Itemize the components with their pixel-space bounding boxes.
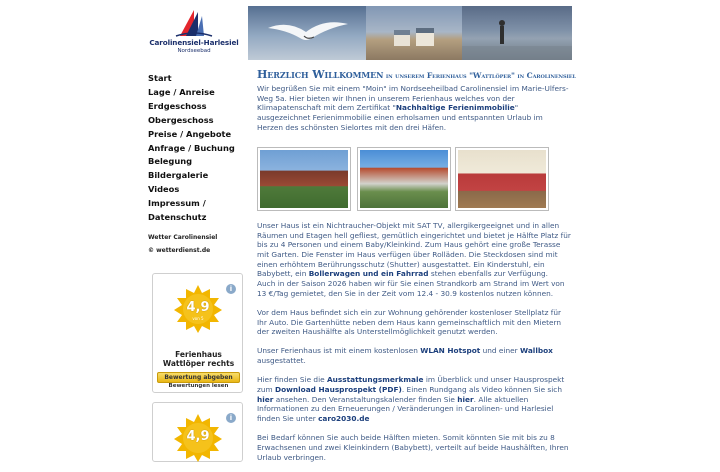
features-link[interactable]: Ausstattungsmerkmale	[327, 375, 424, 385]
amenities-paragraph: Unser Haus ist ein Nichtraucher-Objekt mit SAT TV, allergikergeeignet und in allen Räumen und Etagen hell gefliest, gemütlich eingerichtet und bietet je Hälfte Platz für bis zu 4 Personen und einem Baby/Kleinkind. Zum Haus gehört eine große Terasse mit Garten. Die Fenster im Haus verfügen über Rolläden. Die Steckdosen sind mit einen erhöhtem Berührungsschutz (Shutter) ausgestattet. Ein Kinderstuhl, ein Babybett, ein Bollerwagen und ein Fahrrad stehen ebenfalls zur Verfügung. Auch in der Saison 2026 haben wir für Sie einen Strandkorb am Strand im Wert von 13 €/Tag gemietet, den Sie in der Zeit vom 12.4 - 30.9 kostenlos nutzen können.	[257, 221, 571, 298]
seagull-image	[248, 6, 366, 60]
header-banner	[248, 6, 572, 60]
read-ratings-link[interactable]: Bewertungen lesen	[168, 383, 229, 389]
logo-name: Carolinensiel-Harlesiel	[149, 38, 239, 47]
nav-item-erdgeschoss[interactable]: Erdgeschoss	[148, 100, 207, 111]
wadden-walker-image	[462, 6, 572, 60]
photo-gallery	[257, 147, 571, 211]
site-logo[interactable]	[148, 8, 240, 60]
house-photo-front[interactable]	[257, 147, 351, 211]
beach-chairs-image	[366, 6, 462, 60]
weather-widget	[148, 231, 217, 257]
rating-widget-2	[152, 402, 243, 462]
nav-item-obergeschoss[interactable]: Obergeschoss	[148, 114, 214, 125]
logo-subtitle: Nordseebad	[177, 48, 211, 54]
rating-scale: von 5	[192, 316, 204, 321]
nav-item-belegung[interactable]: Belegung	[148, 156, 193, 167]
both-halves-paragraph: Bei Bedarf können Sie auch beide Hälften mieten. Somit könnten Sie mit bis zu 8 Erwachsenen und zwei Kleinkindern (Babybett), verteilt auf beide Haushälften, Ihren Urlaub verbringen.	[257, 433, 569, 462]
nav-item-lage-anreise[interactable]: Lage / Anreise	[148, 86, 215, 97]
events-link[interactable]: hier	[457, 394, 474, 404]
nav-item-anfrage[interactable]: Anfrage / Buchung	[148, 142, 235, 153]
intro-paragraph: Wir begrüßen Sie mit einem "Moin" im Nordseeheilbad Carolinensiel im Marie-Ulfers-Weg 5a. Hier bieten wir Ihnen in unserem Ferienhaus welches von der Klimapatenschaft mit dem Zertifikat "Nachhaltige Ferienimmobilie" ausgezeichnet Ferienimmobilie einen erholsamen und entspannten Urlaub im Herzen des schönsten Sielortes mit den drei Häfen.	[257, 84, 569, 132]
caro2030-link[interactable]: caro2030.de	[318, 413, 370, 423]
nav-item-bildergalerie[interactable]: Bildergalerie	[148, 170, 209, 181]
rating-title: Ferienhaus Wattlöper rechts	[162, 350, 235, 368]
description-text	[257, 221, 571, 472]
parking-paragraph: Vor dem Haus befindet sich ein zur Wohnung gehörender kostenloser Stellplatz für Ihr Auto. Die Gartenhütte neben dem Haus kann gemeinschaftlich mit den Mietern der zweiten Haushälfte als Unterstellmöglichkeit genutzt werden.	[257, 307, 562, 337]
info-icon[interactable]: i	[226, 284, 236, 294]
rating-score: 4,9	[186, 300, 210, 315]
brochure-download-link[interactable]: Download Hausprospekt (PDF)	[275, 384, 402, 394]
weather-credit[interactable]: © wetterdienst.de	[148, 247, 211, 254]
main-content	[257, 68, 576, 132]
nav-item-preise[interactable]: Preise / Angebote	[148, 128, 232, 139]
nav-item-start[interactable]: Start	[148, 73, 172, 83]
submit-rating-button[interactable]: Bewertung abgeben	[157, 372, 240, 383]
links-paragraph: Hier finden Sie die Ausstattungsmerkmale im Überblick und unser Hausprospekt zum Download Hausprospekt (PDF). Einen Rundgang als Video können Sie sich hier ansehen. Den Veranstaltungskalender finden Sie hier. Alle aktuellen Informationen zu den Erneuerungen / Veränderungen in Carolinen- und Harlesiel finden Sie unter caro2030.de	[257, 375, 565, 423]
info-icon[interactable]: i	[226, 413, 236, 423]
nav-item-datenschutz[interactable]: Datenschutz	[148, 212, 207, 223]
nav-item-impressum[interactable]: Impressum /	[148, 198, 206, 209]
rating-score-2: 4,9	[186, 429, 210, 444]
weather-title[interactable]: Wetter Carolinensiel	[148, 234, 218, 241]
rating-widget	[152, 273, 243, 393]
wlan-paragraph: Unser Ferienhaus ist mit einem kostenlosen WLAN Hotspot und einer Wallbox ausgestattet.	[257, 346, 553, 366]
main-navigation	[148, 72, 243, 225]
living-room-photo[interactable]	[455, 147, 549, 211]
video-link[interactable]: hier	[257, 394, 274, 404]
nav-item-videos[interactable]: Videos	[148, 184, 180, 195]
house-photo-garden[interactable]	[357, 147, 451, 211]
sailboat-logo-icon	[172, 8, 216, 38]
page-title: Herzlich Willkommen in unserem Ferienhaus "Wattlöper" in Carolinensiel	[257, 68, 576, 81]
